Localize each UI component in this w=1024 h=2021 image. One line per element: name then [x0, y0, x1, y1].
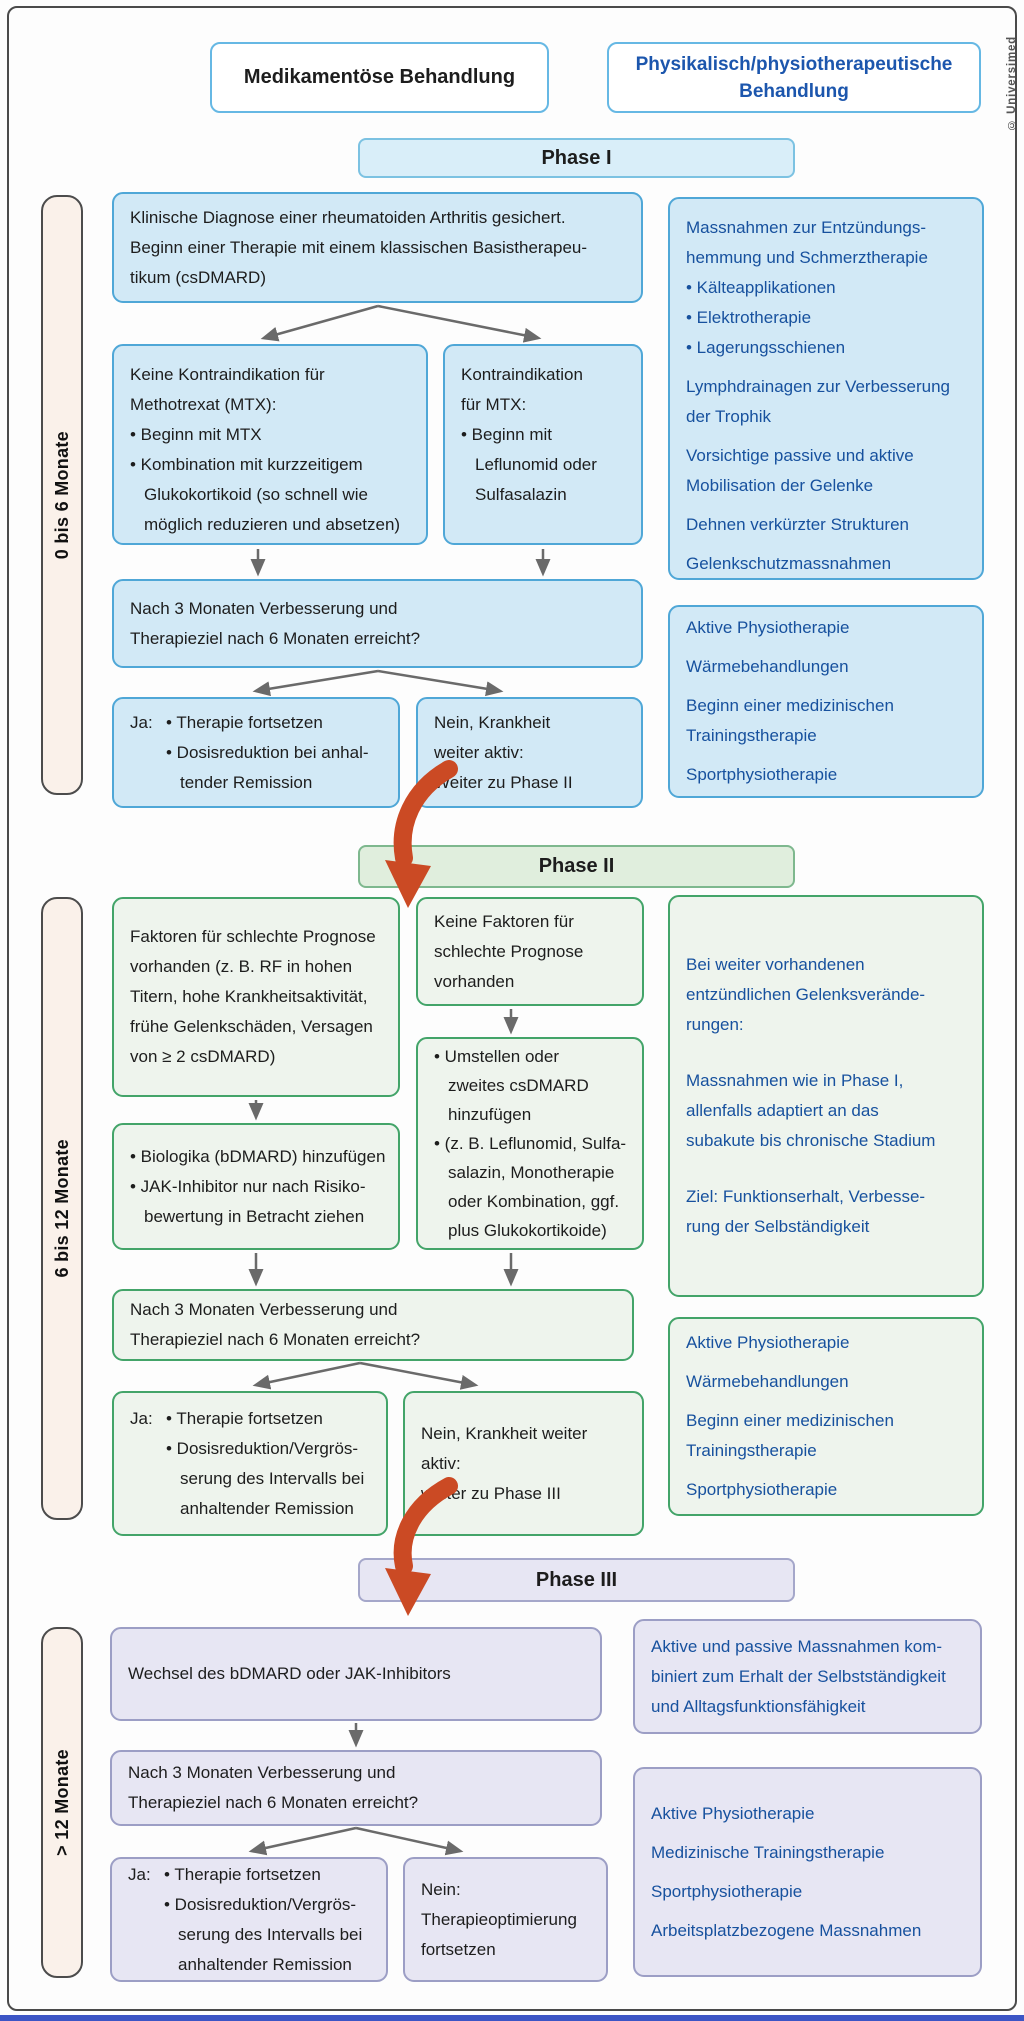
text-line: weiter aktiv: [434, 742, 524, 762]
text-line: subakute bis chronische Stadium [686, 1131, 936, 1150]
text-line: rung der Selbständigkeit [686, 1217, 870, 1236]
text-line: • Dosisreduktion/Vergrös- [166, 1438, 359, 1458]
text-line: Sportphysiotherapie [686, 1480, 838, 1499]
text-line: aktiv: [421, 1453, 461, 1473]
text-line: fortsetzen [421, 1939, 496, 1959]
text-line: anhaltender Remission [178, 1954, 352, 1974]
box-yes-phase3 [110, 1857, 388, 1982]
text-line: allenfalls adaptiert an das [686, 1101, 879, 1120]
text-line: rungen: [686, 1015, 744, 1034]
column-header-physio-line2: Behandlung [739, 80, 849, 102]
text-line: Nein, Krankheit [434, 712, 551, 732]
text-line: Massnahmen wie in Phase I, [686, 1071, 904, 1090]
text-line: Aktive Physiotherapie [686, 1333, 850, 1352]
text-line: Weiter zu Phase II [434, 772, 573, 792]
column-header-medication-label: Medikamentöse Behandlung [243, 66, 516, 88]
text-line: Therapieziel nach 6 Monaten erreicht? [130, 1330, 421, 1349]
box-diagnosis [112, 192, 643, 303]
text-line: salazin, Monotherapie [448, 1163, 615, 1182]
box-second-csdmard [416, 1037, 644, 1250]
text-line: • Biologika (bDMARD) hinzufügen [130, 1146, 386, 1166]
text-line: • Beginn mit [461, 425, 552, 444]
text-line: • Kombination mit kurzzeitigem [130, 455, 363, 474]
text-line: weiter zu Phase III [421, 1483, 561, 1503]
text-line: Aktive Physiotherapie [651, 1803, 815, 1823]
text-line: vorhanden (z. B. RF in hohen [130, 957, 353, 976]
text-line: Wärmebehandlungen [686, 1372, 849, 1391]
text-line: plus Glukokortikoide) [448, 1221, 607, 1240]
bottom-accent-bar [0, 2015, 1024, 2021]
text-line: möglich reduzieren und absetzen) [144, 515, 401, 534]
box-no-phase1 [416, 697, 643, 808]
text-line: • Therapie fortsetzen [166, 1408, 323, 1428]
switch-bdmard-label: Wechsel des bDMARD oder JAK-Inhibitors [128, 1664, 451, 1683]
text-line: der Trophik [686, 407, 772, 426]
text-line: Beginn einer Therapie mit einem klassischen Basistherapeu- [130, 237, 588, 257]
text-line: Klinische Diagnose einer rheumatoiden Arthritis gesichert. [130, 207, 566, 227]
text-line: Therapieziel nach 6 Monaten erreicht? [130, 628, 421, 648]
text-line: Vorsichtige passive und aktive [686, 446, 914, 465]
text-line: Bei weiter vorhandenen [686, 955, 865, 974]
text-line: Therapieoptimierung [421, 1909, 577, 1929]
text-line: Ziel: Funktionserhalt, Verbesse- [686, 1187, 926, 1206]
text-line: Dehnen verkürzter Strukturen [686, 515, 909, 534]
text-line: • Lagerungsschienen [686, 338, 846, 357]
text-line: Methotrexat (MTX): [130, 395, 277, 414]
text-line: Nach 3 Monaten Verbesserung und [130, 1300, 398, 1319]
copyright-label: © Universimed [1006, 35, 1018, 131]
text-line: Nein, Krankheit weiter [421, 1423, 588, 1443]
text-line: • (z. B. Leflunomid, Sulfa- [434, 1134, 627, 1153]
box-physio-active-phase2 [668, 1317, 984, 1516]
text-line: Trainingstherapie [686, 726, 817, 745]
box-switch-bdmard [110, 1627, 602, 1721]
text-line: Mobilisation der Gelenke [686, 476, 874, 495]
timeline-pill-phase2: 6 bis 12 Monate [41, 897, 83, 1520]
text-line: tikum (csDMARD) [130, 267, 266, 287]
text-line: Sportphysiotherapie [686, 765, 838, 784]
text-line: serung des Intervalls bei [178, 1924, 363, 1944]
text-line: oder Kombination, ggf. [448, 1192, 620, 1211]
text-line: serung des Intervalls bei [180, 1468, 365, 1488]
box-contraindication-mtx [443, 344, 643, 545]
column-header-medication [210, 42, 549, 113]
column-header-physio-line1: Physikalisch/physiotherapeutische [635, 53, 953, 75]
column-header-physio [607, 42, 981, 113]
yes-label: Ja: [128, 1864, 151, 1884]
text-line: • JAK-Inhibitor nur nach Risiko- [130, 1176, 366, 1196]
text-line: für MTX: [461, 395, 527, 414]
box-no-phase2 [403, 1391, 644, 1536]
text-line: Sulfasalazin [475, 485, 567, 504]
box-no-phase3 [403, 1857, 608, 1982]
text-line: tender Remission [180, 772, 313, 792]
text-line: zweites csDMARD [448, 1076, 589, 1095]
text-line: Lymphdrainagen zur Verbesserung [686, 377, 950, 396]
yes-items [164, 1860, 370, 1980]
text-line: Kontraindikation [461, 365, 583, 384]
text-line: Beginn einer medizinischen [686, 696, 894, 715]
text-line: Massnahmen zur Entzündungs- [686, 218, 927, 237]
text-line: • Dosisreduktion bei anhal- [166, 742, 369, 762]
yes-label: Ja: [130, 1408, 153, 1428]
phase1-header: Phase I [358, 138, 795, 178]
text-line: • Beginn mit MTX [130, 425, 262, 444]
text-line: Beginn einer medizinischen [686, 1411, 894, 1430]
text-line: Leflunomid oder [475, 455, 597, 474]
text-line: • Therapie fortsetzen [164, 1864, 321, 1884]
box-physio-inflammation-phase1 [668, 197, 984, 580]
text-line: Aktive Physiotherapie [686, 618, 850, 637]
text-line: bewertung in Betracht ziehen [144, 1206, 365, 1226]
timeline-pill-phase1: 0 bis 6 Monate [41, 195, 83, 795]
text-line: Wärmebehandlungen [686, 657, 849, 676]
box-physio-active-phase1 [668, 605, 984, 798]
text-line: • Kälteapplikationen [686, 278, 836, 297]
phase2-header: Phase II [358, 845, 795, 888]
text-line: Nach 3 Monaten Verbesserung und [128, 1763, 396, 1782]
box-physio-active-phase3 [633, 1767, 982, 1977]
text-line: schlechte Prognose [434, 941, 584, 961]
text-line: Trainingstherapie [686, 1441, 817, 1460]
text-line: hemmung und Schmerztherapie [686, 248, 928, 267]
box-no-poor-prognosis [416, 897, 644, 1006]
text-line: Therapieziel nach 6 Monaten erreicht? [128, 1793, 419, 1812]
text-line: Nein: [421, 1879, 461, 1899]
text-line: anhaltender Remission [180, 1498, 354, 1518]
text-line: Sportphysiotherapie [651, 1881, 803, 1901]
timeline-pill-phase3: > 12 Monate [41, 1627, 83, 1978]
box-3month-check-phase1 [112, 579, 643, 668]
text-line: Gelenkschutzmassnahmen [686, 554, 892, 573]
text-line: frühe Gelenkschäden, Versagen [130, 1017, 373, 1036]
box-physio-phase3 [633, 1619, 982, 1734]
text-line: von ≥ 2 csDMARD) [130, 1047, 276, 1066]
yes-items [166, 1404, 370, 1524]
text-line: • Elektrotherapie [686, 308, 812, 327]
text-line: vorhanden [434, 971, 515, 991]
box-no-contraindication-mtx [112, 344, 428, 545]
text-line: • Therapie fortsetzen [166, 712, 323, 732]
phase3-header: Phase III [358, 1558, 795, 1602]
text-line: Glukokortikoid (so schnell wie [144, 485, 368, 504]
yes-items [166, 708, 382, 798]
text-line: entzündlichen Gelenksverände- [686, 985, 926, 1004]
text-line: und Alltagsfunktionsfähigkeit [651, 1696, 866, 1716]
text-line: Faktoren für schlechte Prognose [130, 927, 376, 946]
text-line: • Umstellen oder [434, 1047, 560, 1066]
text-line: Nach 3 Monaten Verbesserung und [130, 598, 398, 618]
box-physio-phase2 [668, 895, 984, 1297]
text-line: Medizinische Trainingstherapie [651, 1842, 885, 1862]
text-line: biniert zum Erhalt der Selbstständigkeit [651, 1666, 946, 1686]
text-line: Arbeitsplatzbezogene Massnahmen [651, 1920, 922, 1940]
box-biologics-jak [112, 1123, 400, 1250]
box-poor-prognosis [112, 897, 400, 1097]
box-yes-phase2 [112, 1391, 388, 1536]
text-line: Titern, hohe Krankheitsaktivität, [130, 987, 368, 1006]
text-line: Keine Faktoren für [434, 911, 574, 931]
text-line: Aktive und passive Massnahmen kom- [651, 1636, 943, 1656]
box-3month-check-phase2 [112, 1289, 634, 1361]
text-line: Keine Kontraindikation für [130, 365, 325, 384]
box-3month-check-phase3 [110, 1750, 602, 1826]
text-line: • Dosisreduktion/Vergrös- [164, 1894, 357, 1914]
yes-label: Ja: [130, 712, 153, 732]
text-line: hinzufügen [448, 1105, 532, 1124]
box-yes-phase1 [112, 697, 400, 808]
